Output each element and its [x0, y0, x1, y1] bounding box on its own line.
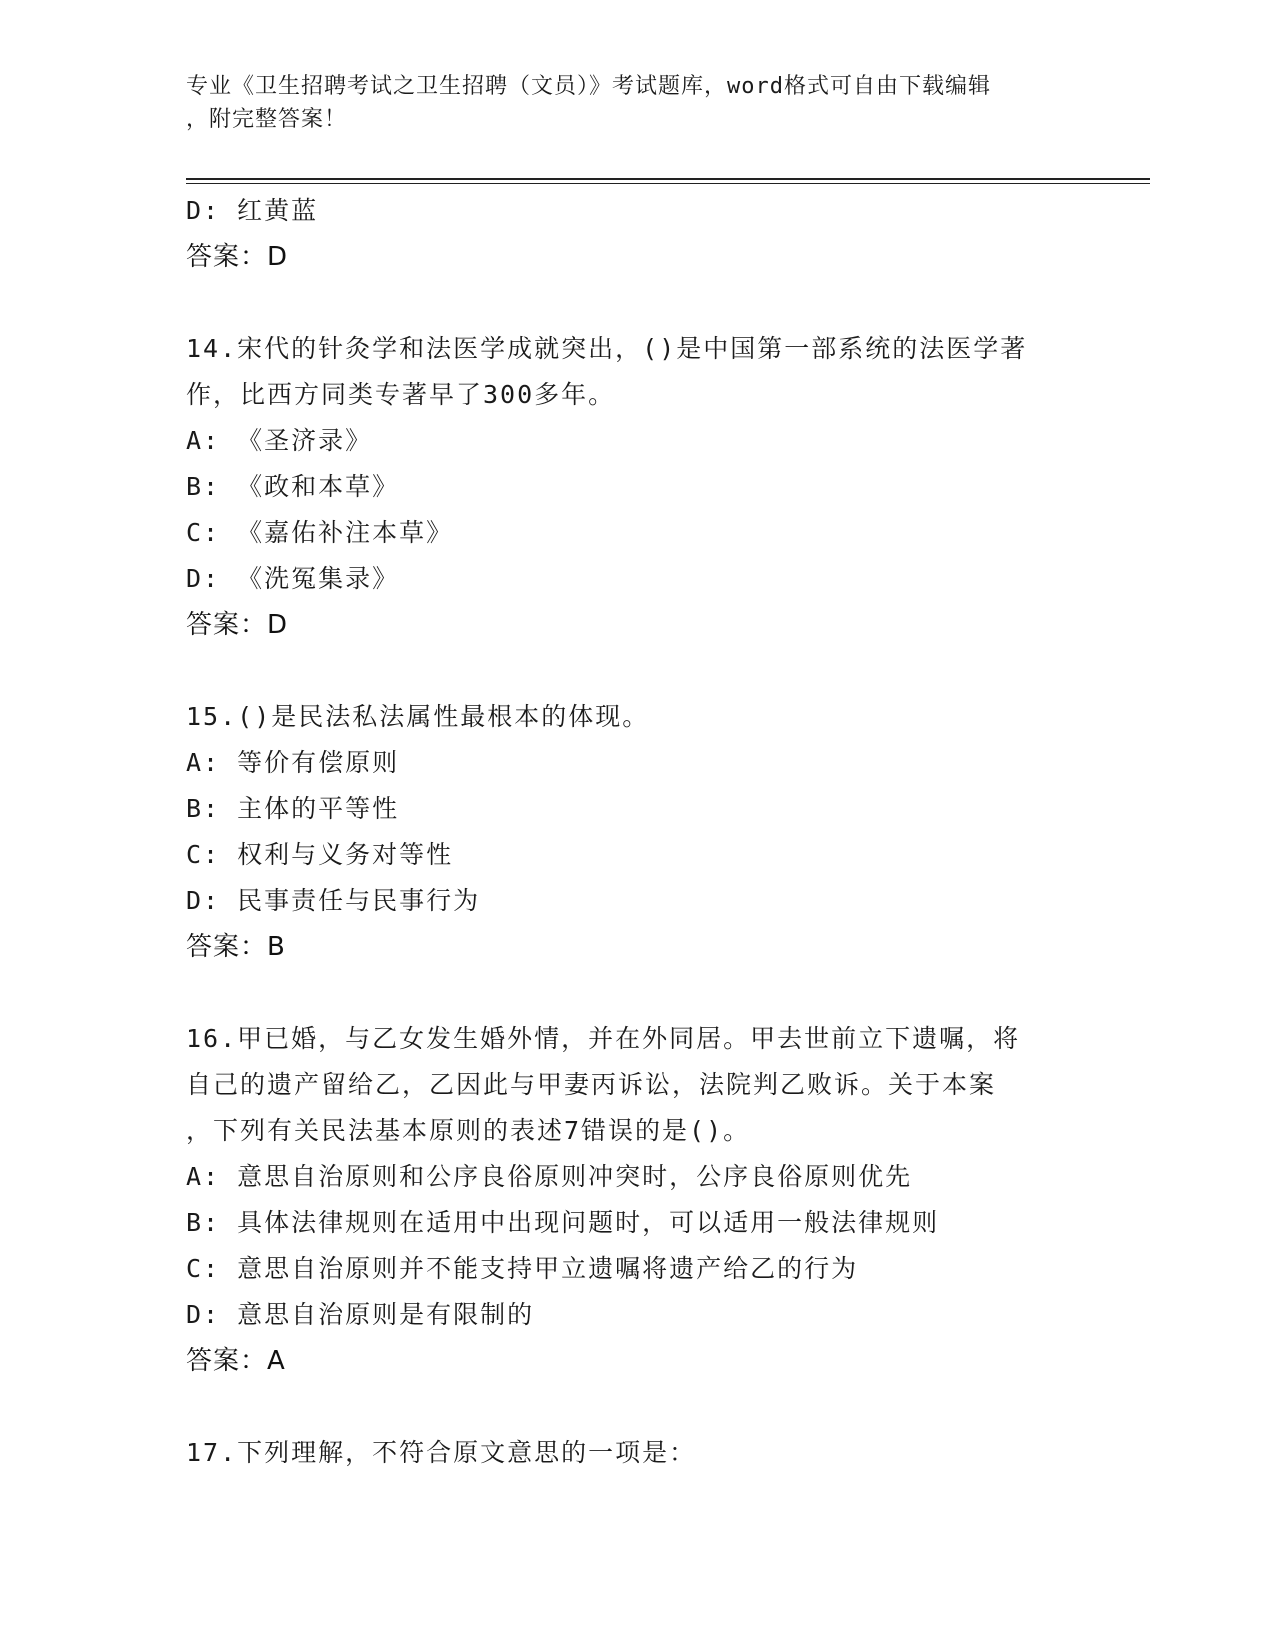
page-header: [186, 70, 1066, 136]
question-13-tail: [186, 188, 1086, 280]
option-c: C: 《嘉佑补注本草》: [186, 518, 454, 547]
option-c: C: 权利与义务对等性: [186, 840, 454, 869]
header-divider-thin: [186, 183, 1150, 184]
question-14: [186, 326, 1086, 648]
option-d: D: 红黄蓝: [186, 196, 319, 225]
question-stem: 14.宋代的针灸学和法医学成就突出，()是中国第一部系统的法医学著: [186, 334, 1028, 363]
option-b: B: 《政和本草》: [186, 472, 400, 501]
header-title-line-2: ，附完整答案！: [186, 107, 348, 132]
option-d: D: 《洗冤集录》: [186, 564, 400, 593]
option-d: D: 民事责任与民事行为: [186, 886, 481, 915]
question-stem: 15.()是民法私法属性最根本的体现。: [186, 702, 650, 731]
question-16: [186, 1016, 1086, 1384]
option-c: C: 意思自治原则并不能支持甲立遗嘱将遗产给乙的行为: [186, 1254, 859, 1283]
spacer: [186, 280, 1086, 326]
question-stem: 自己的遗产留给乙，乙因此与甲妻丙诉讼，法院判乙败诉。关于本案: [186, 1070, 997, 1099]
question-list: [186, 188, 1086, 1476]
spacer: [186, 648, 1086, 694]
header-divider-thick: [186, 178, 1150, 180]
answer: 答案：D: [186, 610, 289, 640]
question-17: [186, 1430, 1086, 1476]
answer: 答案：A: [186, 1346, 286, 1376]
option-d: D: 意思自治原则是有限制的: [186, 1300, 535, 1329]
option-a: A: 《圣济录》: [186, 426, 373, 455]
question-15: [186, 694, 1086, 970]
question-stem: ，下列有关民法基本原则的表述7错误的是()。: [186, 1116, 751, 1145]
answer: 答案：B: [186, 932, 286, 962]
option-a: A: 等价有偿原则: [186, 748, 400, 777]
spacer: [186, 1384, 1086, 1430]
header-title-line-1: 专业《卫生招聘考试之卫生招聘（文员）》考试题库，word格式可自由下载编辑: [186, 74, 991, 99]
question-stem: 17.下列理解，不符合原文意思的一项是：: [186, 1438, 697, 1467]
answer: 答案：D: [186, 242, 289, 272]
question-stem: 作，比西方同类专著早了300多年。: [186, 380, 616, 409]
option-a: A: 意思自治原则和公序良俗原则冲突时，公序良俗原则优先: [186, 1162, 913, 1191]
option-b: B: 具体法律规则在适用中出现问题时，可以适用一般法律规则: [186, 1208, 940, 1237]
question-stem: 16.甲已婚，与乙女发生婚外情，并在外同居。甲去世前立下遗嘱，将: [186, 1024, 1021, 1053]
spacer: [186, 970, 1086, 1016]
option-b: B: 主体的平等性: [186, 794, 400, 823]
